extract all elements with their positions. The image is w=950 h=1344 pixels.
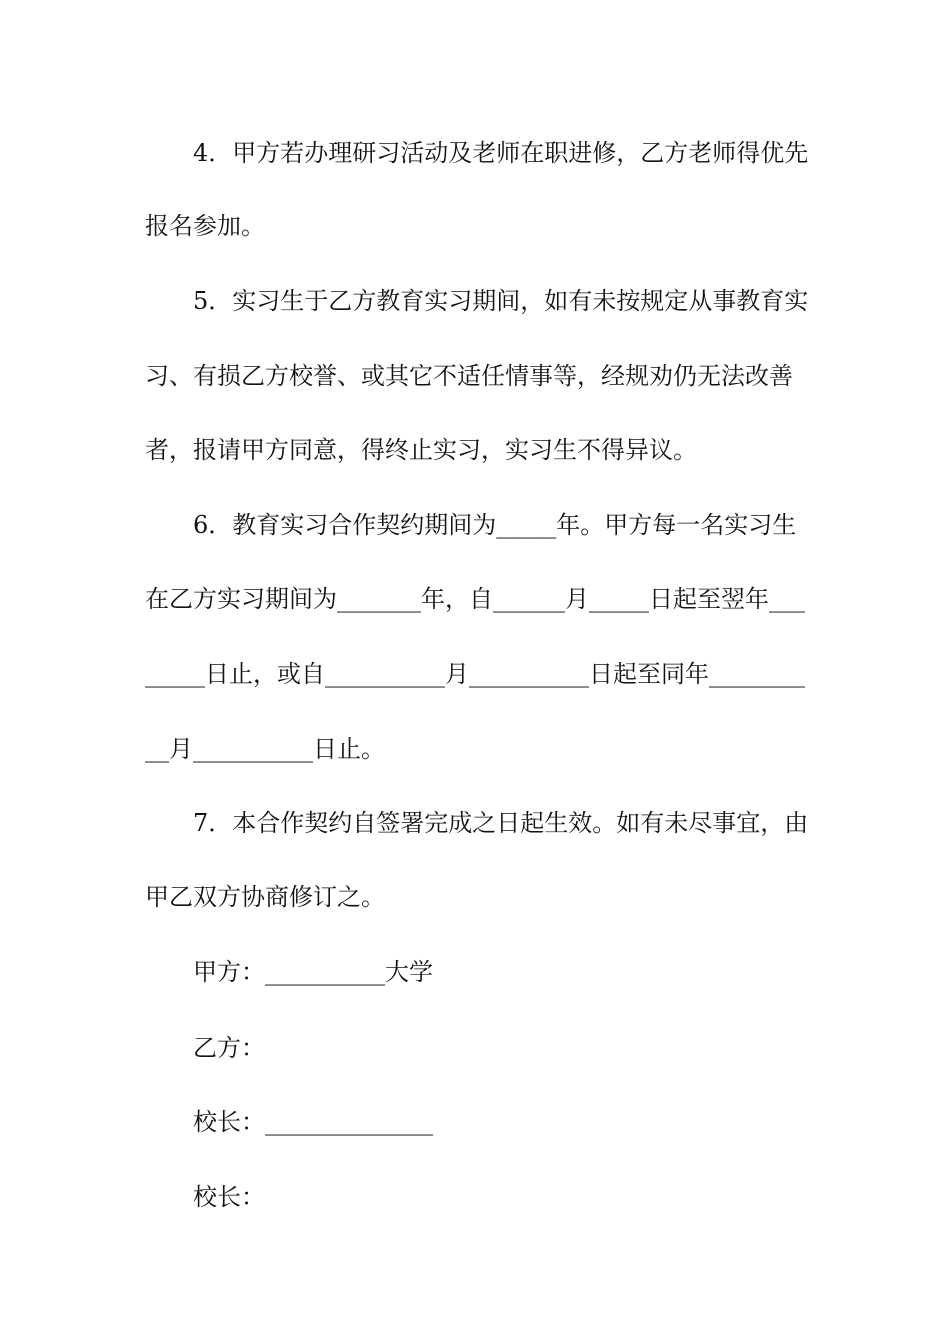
clause-6-line-3: _____日止，或自__________月__________日起至同年________ <box>145 660 805 688</box>
clause-4-line-2: 报名参加。 <box>145 212 265 240</box>
principal-a-signature: 校长：______________ <box>193 1108 433 1136</box>
clause-6-line-1: 6．教育实习合作契约期间为_____年。甲方每一名实习生 <box>193 511 797 539</box>
clause-4-line-1: 4．甲方若办理研习活动及老师在职进修，乙方老师得优先 <box>193 139 809 167</box>
clause-6-line-4: __月__________日止。 <box>145 735 385 763</box>
clause-7-line-2: 甲乙双方协商修订之。 <box>145 883 385 911</box>
clause-5-line-1: 5．实习生于乙方教育实习期间，如有未按规定从事教育实 <box>193 287 809 315</box>
party-a-signature: 甲方：__________大学 <box>193 958 433 986</box>
clause-5-line-2: 习、有损乙方校誉、或其它不适任情事等，经规劝仍无法改善 <box>145 362 793 390</box>
party-b-signature: 乙方： <box>193 1034 265 1062</box>
clause-5-line-3: 者，报请甲方同意，得终止实习，实习生不得异议。 <box>145 436 697 464</box>
clause-6-line-2: 在乙方实习期间为_______年，自______月_____日起至翌年___ <box>145 585 805 613</box>
clause-7-line-1: 7．本合作契约自签署完成之日起生效。如有未尽事宜，由 <box>193 809 809 837</box>
principal-b-signature: 校长： <box>193 1183 265 1211</box>
